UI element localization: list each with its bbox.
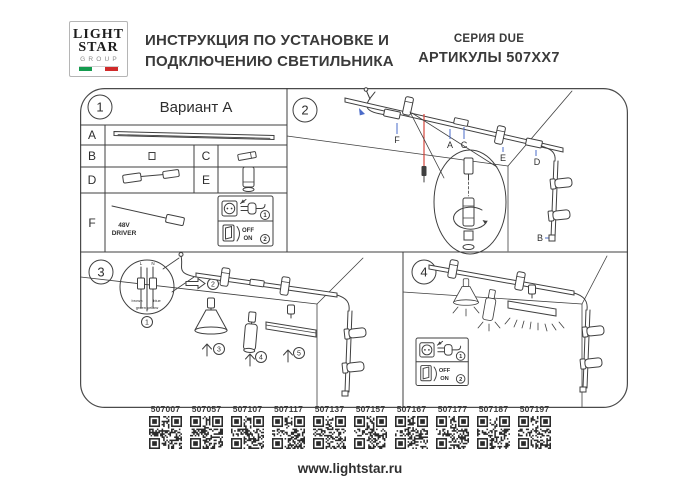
series-block xyxy=(389,33,589,66)
cylinder-lamp xyxy=(243,312,258,353)
part-f-driver xyxy=(112,206,185,237)
power-box-panel4 xyxy=(416,338,468,386)
light-rays xyxy=(505,318,564,331)
panel-4-number xyxy=(412,260,436,284)
end-cap-b xyxy=(549,235,555,241)
qr-article-number: 507157 xyxy=(355,404,386,414)
qr-code xyxy=(231,416,264,449)
qr-code xyxy=(149,416,182,449)
lightstar-logo xyxy=(69,21,128,77)
wire-label-n: N xyxy=(151,261,155,266)
cylinder-lamp xyxy=(482,289,497,321)
step-3-badge xyxy=(214,344,225,355)
page-title xyxy=(145,30,394,72)
up-arrow-icon xyxy=(246,354,255,366)
part-d-wire-connector xyxy=(123,169,180,183)
panel-2-number xyxy=(293,98,317,122)
up-arrow-icon xyxy=(284,350,293,362)
title-line-1: ИНСТРУКЦИЯ ПО УСТАНОВКЕ И xyxy=(145,32,390,49)
qr-code xyxy=(313,416,346,449)
qr-item xyxy=(517,404,552,449)
light-rays xyxy=(453,307,479,316)
power-box-panel1 xyxy=(218,196,273,246)
wall-track xyxy=(525,138,572,241)
qr-article-number: 507057 xyxy=(191,404,222,414)
screw-icon xyxy=(364,88,370,99)
label-f: F xyxy=(394,135,400,145)
panel-1-parts-table xyxy=(81,95,287,252)
wall-anchor xyxy=(422,166,427,182)
qr-code xyxy=(354,416,387,449)
row-label-e: E xyxy=(201,173,211,187)
svg-text:1: 1 xyxy=(96,99,104,115)
qr-article-number: 507177 xyxy=(437,404,468,414)
svg-text:2: 2 xyxy=(301,102,309,118)
qr-code xyxy=(395,416,428,449)
qr-item xyxy=(271,404,306,449)
qr-item xyxy=(312,404,347,449)
svg-text:3: 3 xyxy=(97,264,105,280)
label-e: E xyxy=(499,153,507,163)
up-arrow-icon xyxy=(203,344,212,356)
wall-track xyxy=(337,295,366,396)
row-label-d: D xyxy=(87,173,97,187)
step-1-badge xyxy=(142,317,153,328)
label-c: C xyxy=(460,140,468,150)
label-a: A xyxy=(446,140,454,150)
part-e-cylinder xyxy=(243,167,254,192)
qr-code xyxy=(518,416,551,449)
row-label-c: C xyxy=(201,149,211,163)
svg-text:5: 5 xyxy=(297,350,301,358)
svg-text:4: 4 xyxy=(259,354,263,362)
part-c-connector xyxy=(238,151,257,160)
panel-2-diagram xyxy=(287,88,572,254)
svg-text:4: 4 xyxy=(420,264,428,280)
cone-lamp xyxy=(195,298,227,334)
detail-bubble xyxy=(434,150,506,254)
cone-lamp xyxy=(454,279,479,306)
qr-article-number: 507107 xyxy=(232,404,263,414)
articles-label: АРТИКУЛЫ 507XX7 xyxy=(418,50,560,66)
logo-text-star: STAR xyxy=(78,39,119,55)
panel-4-diagram xyxy=(403,256,607,407)
qr-item xyxy=(189,404,224,449)
qr-item xyxy=(476,404,511,449)
blue-arrow-icon xyxy=(359,108,365,115)
qr-code xyxy=(436,416,469,449)
qr-code-row xyxy=(0,404,700,449)
qr-article-number: 507007 xyxy=(150,404,181,414)
variant-title: Вариант А xyxy=(159,99,233,116)
step-5-badge xyxy=(294,348,305,359)
qr-item xyxy=(435,404,470,449)
instruction-diagram: 1 OFF ON 2 1 Вариант А A B C D E F 48V DRIVER 2 F A C E D B 3 L N brown blue green yellow 1 2 3 4 5 4 xyxy=(80,88,628,408)
part-b-clip xyxy=(149,153,155,160)
label-b: B xyxy=(536,233,544,243)
part-a-track xyxy=(114,132,274,140)
qr-article-number: 507197 xyxy=(519,404,550,414)
wire-label-l: L xyxy=(139,261,143,266)
qr-code xyxy=(190,416,223,449)
driver-voltage: 48V xyxy=(118,222,130,229)
panel-3-diagram xyxy=(81,253,367,407)
qr-item xyxy=(353,404,388,449)
slide-arrow-icon xyxy=(186,279,205,289)
series-label: СЕРИЯ DUE xyxy=(453,33,525,45)
panel-1-number xyxy=(88,95,112,119)
logo-text-light: LIGHT xyxy=(73,26,124,42)
qr-article-number: 507117 xyxy=(273,404,304,414)
italy-flag-icon xyxy=(79,66,119,71)
qr-code xyxy=(477,416,510,449)
label-d: D xyxy=(533,157,541,167)
wire-label-green-yellow: green yellow xyxy=(135,305,159,310)
linear-lamp xyxy=(266,305,316,337)
wall-track xyxy=(574,293,604,392)
svg-text:3: 3 xyxy=(217,346,221,354)
qr-item xyxy=(148,404,183,449)
svg-text:2: 2 xyxy=(211,281,215,289)
driver-label: DRIVER xyxy=(111,230,137,237)
logo-text-group: GROUP xyxy=(80,55,120,63)
qr-item xyxy=(394,404,429,449)
qr-article-number: 507167 xyxy=(396,404,427,414)
qr-item xyxy=(230,404,265,449)
wire-label-brown: brown xyxy=(131,298,143,303)
website-url: www.lightstar.ru xyxy=(297,461,403,476)
svg-text:1: 1 xyxy=(145,319,149,327)
light-rays xyxy=(478,322,500,331)
row-label-a: A xyxy=(87,128,97,142)
row-label-b: B xyxy=(87,149,97,163)
ceiling-cable xyxy=(179,253,196,278)
title-line-2: ПОДКЛЮЧЕНИЮ СВЕТИЛЬНИКА xyxy=(145,53,394,70)
qr-code xyxy=(272,416,305,449)
row-label-f: F xyxy=(88,216,96,230)
step-4-badge xyxy=(256,352,267,363)
wire-label-blue: blue xyxy=(153,298,161,303)
qr-article-number: 507187 xyxy=(478,404,509,414)
qr-article-number: 507137 xyxy=(314,404,345,414)
